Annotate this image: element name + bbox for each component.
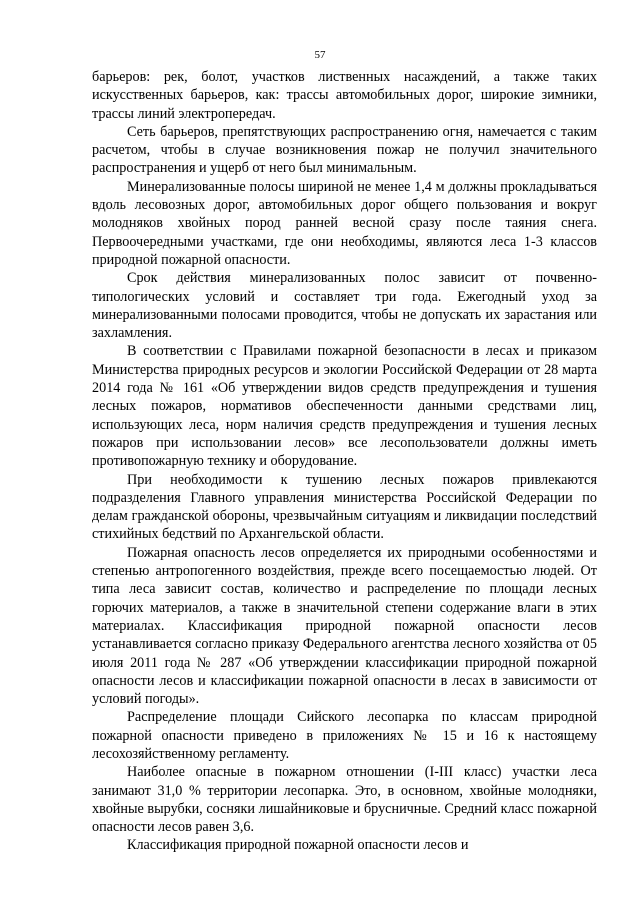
paragraph-barriers-continued: барьеров: рек, болот, участков лиственных насаждений, а также таких искусственных барьеров, как: трассы автомобильных дорог, широкие зимники, трассы линий электропередач.	[92, 69, 597, 122]
paragraph-dangerous-areas: Наиболее опасные в пожарном отношении (I-III класс) участки леса занимают 31,0 % территории лесопарка. Это, в основном, хвойные молодняки, хвойные вырубки, сосняки лишайниковые и брусничные. Средний класс пожарной опасности лесов равен 3,6.	[92, 764, 597, 836]
paragraph-mineralized-strips: Минерализованные полосы шириной не менее 1,4 м должны прокладываться вдоль лесовозных дорог, автомобильных дорог общего пользования и вокруг молодняков хвойных пород ранней весной сразу после таяния снега. Первоочередными участками, где они необходимы, являются леса 1-3 классов природной пожарной опасности.	[92, 178, 597, 268]
paragraph-fire-safety-rules: В соответствии с Правилами пожарной безопасности в лесах и приказом Министерства природных ресурсов и экологии Российской Федерации от 28 марта 2014 года № 161 «Об утверждении видов средств предупреждения и тушения лесных пожаров, нормативов обеспеченности данными средствами лиц, использующих леса, норм наличия средств предупреждения и тушения лесных пожаров при использовании лесов» все лесопользователи должны иметь противопожарную технику и оборудование.	[92, 343, 597, 470]
body-text	[92, 68, 597, 855]
paragraph-barrier-network: Сеть барьеров, препятствующих распространению огня, намечается с таким расчетом, чтобы в случае возникновения пожар не получил значительного распространения и ущерб от него был минимальным.	[92, 123, 597, 177]
paragraph-classification: Классификация природной пожарной опасности лесов и	[127, 837, 469, 854]
paragraph-strip-validity: Срок действия минерализованных полос зависит от почвенно-типологических условий и составляет три года. Ежегодный уход за минерализованными полосами проводится, чтобы не допускать их зарастания или захламления.	[92, 270, 597, 342]
paragraph-emergency-units: При необходимости к тушению лесных пожаров привлекаются подразделения Главного управления министерства Российской Федерации по делам гражданской обороны, чрезвычайным ситуациям и ликвидации последствий стихийных бедствий по Архангельской области.	[92, 471, 597, 543]
page-number: 57	[314, 49, 326, 61]
paragraph-fire-hazard: Пожарная опасность лесов определяется их природными особенностями и степенью антропогенного воздействия, прежде всего посещаемостью людей. От типа леса зависит состав, количество и распределение по площади лесных горючих материалов, а также в значительной степени содержание влаги в этих материалах. Классификация природной пожарной опасности лесов устанавливается согласно приказу Федерального агентства лесного хозяйства от 05 июля 2011 года № 287 «Об утверждении классификации природной пожарной опасности лесов и классификации пожарной опасности в лесах в зависимости от условий погоды».	[92, 544, 597, 708]
paragraph-area-distribution: Распределение площади Сийского лесопарка по классам природной пожарной опасности приведено в приложениях № 15 и 16 к настоящему лесохозяйственному регламенту.	[92, 709, 597, 762]
